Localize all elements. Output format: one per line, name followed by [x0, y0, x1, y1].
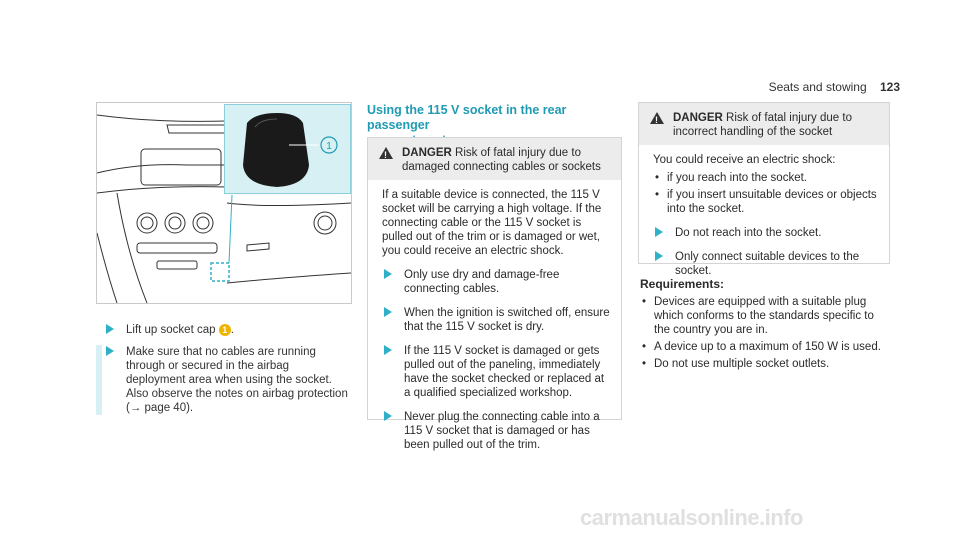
danger-text: Risk of fatal injury due to incorrect handling of the socket [673, 112, 852, 138]
hazard-item: • if you reach into the socket. [653, 171, 879, 185]
step-lift-cap [96, 323, 350, 337]
danger-step [653, 226, 879, 240]
requirement-item: • Devices are equipped with a suitable plug which conforms to the standards specific to the country you are in. [640, 295, 890, 337]
step-arrow-icon [384, 411, 392, 421]
danger-header [639, 103, 889, 145]
danger-step-text: If the 115 V socket is damaged or gets pulled out of the paneling, immediately have the socket checked or replaced at a qualified specialized workshop. [404, 345, 605, 399]
section-title: Seats and stowing [768, 80, 867, 94]
step-arrow-icon [384, 345, 392, 355]
danger-explanation: You could receive an electric shock: [653, 154, 836, 166]
step-text: Make sure that no cables are running through or secured in the airbag deployment area when using the socket. Also observe the notes on airbag protection (→ page 40). [126, 346, 348, 414]
requirements [640, 277, 890, 374]
danger-step [382, 306, 611, 334]
danger-step [382, 268, 611, 296]
danger-step-text: Only connect suitable devices to the socket. [675, 251, 860, 277]
danger-body [368, 180, 621, 466]
callout-badge: 1 [219, 324, 231, 336]
hazard-item: • if you insert unsuitable devices or objects into the socket. [653, 188, 879, 216]
requirements-list [640, 295, 890, 371]
requirement-item: • Do not use multiple socket outlets. [640, 357, 890, 371]
danger-step [382, 344, 611, 400]
section-heading-line1: Using the 115 V socket in the rear passenger [367, 103, 567, 132]
page-header [769, 80, 900, 94]
danger-box-cables [367, 137, 622, 451]
danger-step-text: Only use dry and damage-free connecting cables. [404, 269, 560, 295]
step-arrow-icon [384, 307, 392, 317]
left-steps [96, 323, 350, 423]
socket-cap-inset [224, 104, 351, 194]
danger-step-text: When the ignition is switched off, ensure that the 115 V socket is dry. [404, 307, 610, 333]
step-arrow-icon [106, 324, 114, 334]
step-text-pre: Lift up socket cap [126, 324, 219, 336]
socket-location-marker [211, 263, 229, 281]
callout-number: 1 [326, 141, 332, 152]
danger-step [382, 410, 611, 452]
danger-label: DANGER [673, 112, 723, 124]
danger-text: Risk of fatal injury due to damaged connecting cables or sockets [402, 147, 601, 173]
step-arrow-icon [655, 227, 663, 237]
requirement-item: • A device up to a maximum of 150 W is used. [640, 340, 890, 354]
danger-explanation: If a suitable device is connected, the 115 V socket will be carrying a high voltage. If the connecting cable or the 115 V socket is pulled out of the trim or is damaged or wet, you could receive an electric shock. [382, 189, 602, 257]
step-arrow-icon [106, 346, 114, 356]
danger-step [653, 250, 879, 278]
step-check-cables [96, 345, 350, 415]
highlight-bar [96, 345, 102, 415]
danger-box-socket [638, 102, 890, 277]
requirements-title: Requirements: [640, 277, 725, 291]
socket-cap-drawing [225, 105, 350, 193]
warning-icon [650, 112, 664, 124]
danger-body [639, 145, 889, 292]
danger-header [368, 138, 621, 180]
step-text-post: . [230, 324, 234, 336]
danger-step-text: Never plug the connecting cable into a 115 V socket that is damaged or has been pulled out of the trim. [404, 411, 600, 451]
step-arrow-icon [655, 251, 663, 261]
danger-step-text: Do not reach into the socket. [675, 227, 822, 239]
watermark: carmanualsonline.info [580, 505, 803, 530]
warning-icon [379, 147, 393, 159]
page-number: 123 [879, 80, 900, 94]
danger-label: DANGER [402, 147, 452, 159]
inset-leader-line [229, 195, 232, 263]
step-arrow-icon [384, 269, 392, 279]
